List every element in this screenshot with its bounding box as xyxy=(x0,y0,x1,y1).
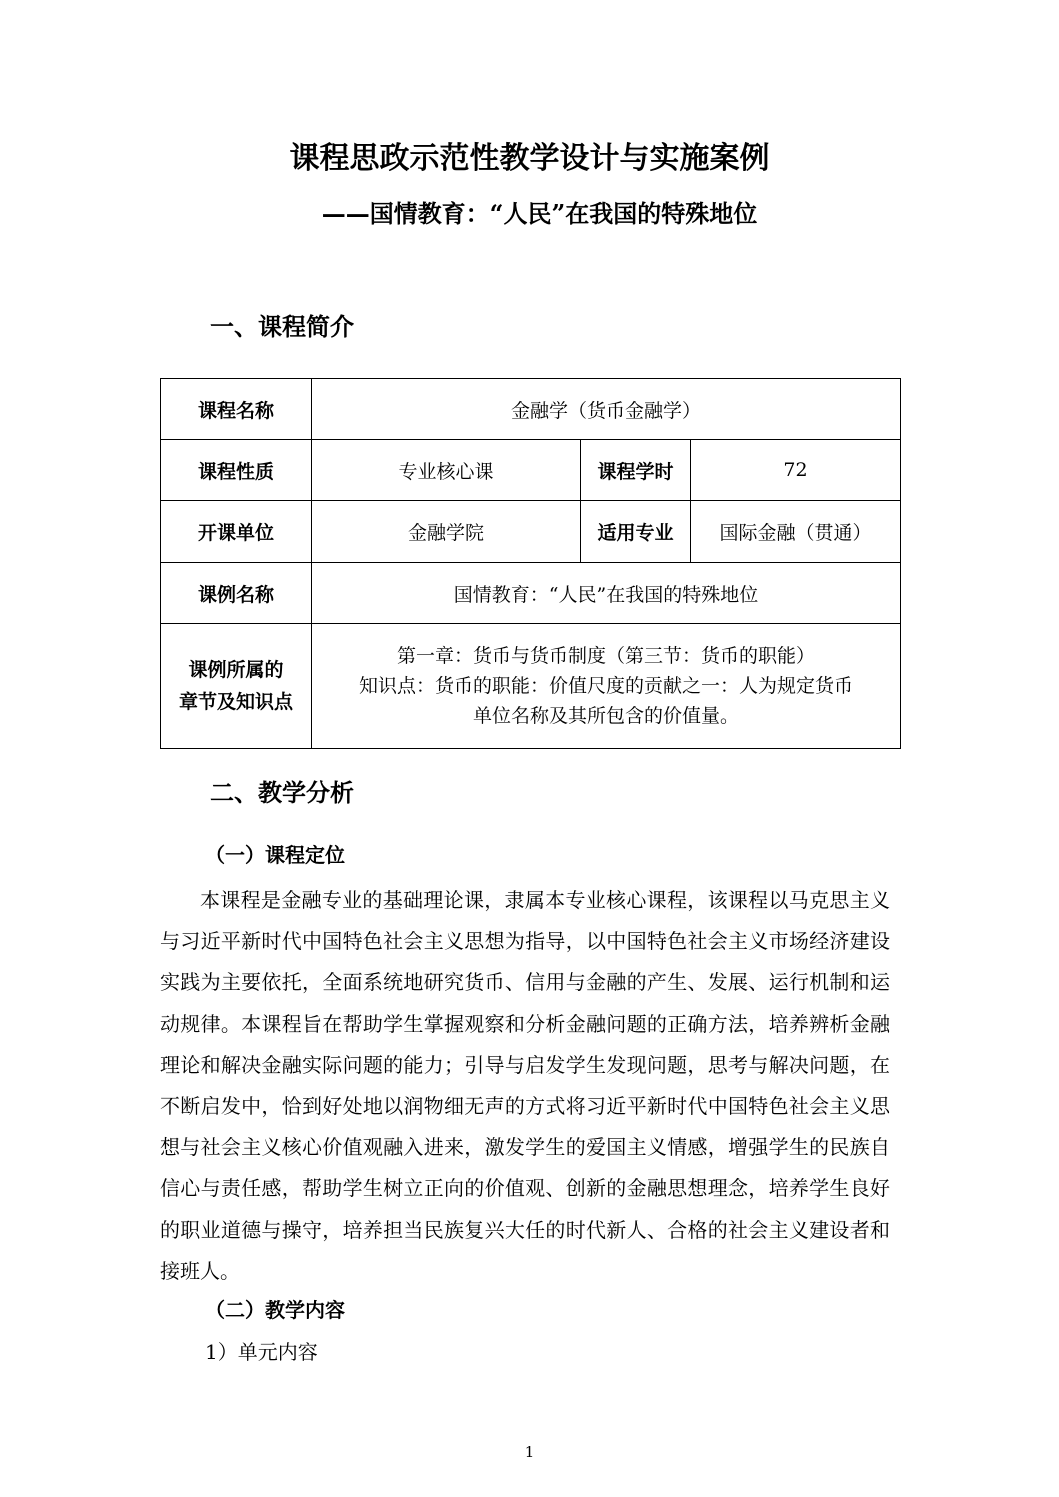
unit-content-item: 1）单元内容 xyxy=(205,1340,318,1364)
course-info-table xyxy=(160,378,901,749)
page-number: 1 xyxy=(524,1443,535,1461)
table-row xyxy=(161,563,901,624)
table-row xyxy=(161,501,901,563)
course-type-value: 专业核心课 xyxy=(312,440,581,501)
document-subtitle: ——国情教育：“人民”在我国的特殊地位 xyxy=(321,199,758,228)
subheading-course-positioning: （一）课程定位 xyxy=(205,843,345,867)
section-heading-course-intro: 一、课程简介 xyxy=(210,312,354,341)
case-name-value: 国情教育：“人民”在我国的特殊地位 xyxy=(312,563,901,624)
table-row xyxy=(161,379,901,440)
table-row xyxy=(161,440,901,501)
major-label: 适用专业 xyxy=(581,501,691,563)
unit-label: 开课单位 xyxy=(161,501,312,563)
document-title: 课程思政示范性教学设计与实施案例 xyxy=(289,141,770,176)
table-row xyxy=(161,624,901,749)
major-value: 国际金融（贯通） xyxy=(691,501,901,563)
course-positioning-paragraph: 本课程是金融专业的基础理论课，隶属本专业核心课程，该课程以马克思主义与习近平新时代中国特色社会主义思想为指导，以中国特色社会主义市场经济建设实践为主要依托，全面系统地研究货币、信用与金融的产生、发展、运行机制和运动规律。本课程旨在帮助学生掌握观察和分析金融问题的正确方法，培养辨析金融理论和解决金融实际问题的能力；引导与启发学生发现问题，思考与解决问题，在不断启发中，恰到好处地以润物细无声的方式将习近平新时代中国特色社会主义思想与社会主义核心价值观融入进来，激发学生的爱国主义情感，增强学生的民族自信心与责任感，帮助学生树立正向的价值观、创新的金融思想理念，培养学生良好的职业道德与操守，培养担当民族复兴大任的时代新人、合格的社会主义建设者和接班人。 xyxy=(160,888,890,1283)
case-name-label: 课例名称 xyxy=(161,563,312,624)
chapter-label xyxy=(161,624,312,749)
course-type-label: 课程性质 xyxy=(161,440,312,501)
chapter-value xyxy=(312,624,901,749)
section-heading-teaching-analysis: 二、教学分析 xyxy=(210,778,354,807)
chapter-line3: 单位名称及其所包含的价值量。 xyxy=(472,705,739,727)
hours-value: 72 xyxy=(691,440,901,501)
hours-label: 课程学时 xyxy=(581,440,691,501)
chapter-line2: 知识点：货币的职能：价值尺度的贡献之一：人为规定货币 xyxy=(358,675,853,697)
course-name-value: 金融学（货币金融学） xyxy=(312,379,901,440)
chapter-line1: 第一章：货币与货币制度（第三节：货币的职能） xyxy=(396,645,815,667)
chapter-label-line2: 章节及知识点 xyxy=(178,691,293,713)
unit-value: 金融学院 xyxy=(312,501,581,563)
chapter-label-line1: 课例所属的 xyxy=(188,659,284,681)
course-name-label: 课程名称 xyxy=(161,379,312,440)
subheading-teaching-content: （二）教学内容 xyxy=(205,1298,345,1322)
